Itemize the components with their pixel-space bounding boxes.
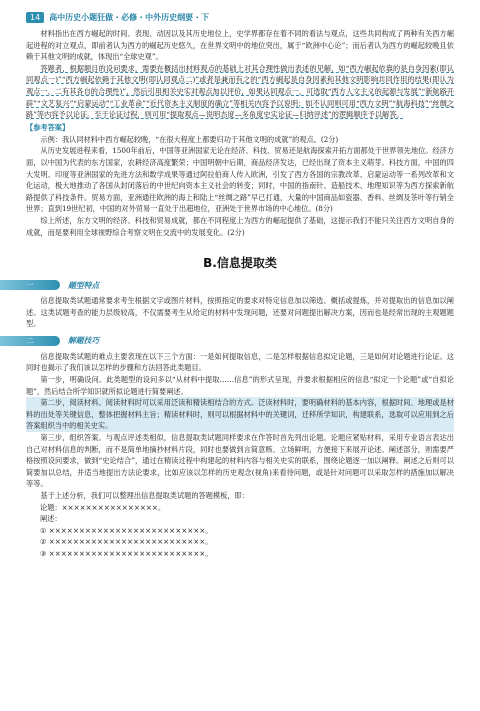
template-item: ① ××××××××××××××××××××××××××。: [40, 525, 213, 535]
template-elaboration-label: 阐述：: [40, 514, 62, 524]
tips-paragraph-1: 信息提取类试题的难点主要表现在以下三个方面：一是如何提取信息，二是怎样根据信息拟定论题，三是如何对论题进行论证。这同时也揭示了我们该以怎样的步骤和方法回答此类题目。: [26, 351, 454, 373]
answer-paragraph-3: 综上所述，东方文明的经济、科技和贸易成就，都在不同程度上为西方的崛起提供了基础，这提示我们不能只关注西方文明自身的成就，而是要利用全球视野综合考察文明在交流中的发展变化。(2分): [26, 215, 454, 237]
analysis-paragraph-2: 答题者，根据题目的设问要求，需要在概括出材料观点的基础上对其合理性做出表述的见解，如“西方崛起依靠的是自身因素(即认同观点一)”“西方崛起依赖于其他文明(即认同观点二)”或者是兼而有之的“西方崛起是自身因素和其他文明影响共同作用的结果(即认为观点一、二有其各自的合理性)”，然后引用相关史实对观点加以评价，如果认同观点一，可选取“西方人文主义的起源与发展”“新航路开辟”“文艺复兴”“启蒙运动”“工业革命”“近代资本主义制度的确立”等相关内容予以说明；如不认同则可用“西方文明”“航海科技”“丝绸之路”等内容予以论证。至于论证过程，则可用“提取观点—说明态度—多角度史实论证—归纳评述”的逻辑顺序予以解答。: [26, 63, 454, 120]
tips-paragraph-2: 第一步，明确设问。此类题型的设问多以“从材料中提取……信息”的形式呈现，并要求根据相应的信息“拟定一个论题”或“自拟论题”，然后结合所学知识就所拟论题进行简要阐述。: [26, 375, 454, 396]
page-number: 14: [26, 12, 44, 23]
banner-tips: [0, 335, 454, 347]
template-intro: 基于上述分析，我们可以整理出信息提取类试题的答题模板，即：: [40, 491, 249, 500]
banner-number: 二: [0, 336, 60, 346]
template-thesis: 论题：××××××××××××××××。: [40, 502, 166, 512]
answer-paragraph-1: 示例：我认同材料中西方崛起较晚，“在很大程度上都要归功于其他文明的成就”的观点。(2分): [40, 134, 339, 144]
features-paragraph: 信息提取类试题通常要求考生根据文字或图片材料，按照指定的要求对特定信息加以筛选、概括或提炼，并对提取出的信息加以阐述。这类试题考查的能力层级较高，不仅需要考生从给定的材料中发现问题，还要对问题提出解决方案，因而也是经常出现的主观题题型。: [26, 296, 454, 329]
tips-paragraph-3: 第二步，阅读材料。阅读材料时可以采用泛读和精读相结合的方式。泛读材料时，要明确材料的基本内容，根据时间、地理或是材料的出处等关键信息，整体把握材料主旨；精读材料时，则可以根据材料中的关键词，迁移所学知识，构建联系，选取可以应用到之后答案组织当中的相关史实。: [26, 398, 454, 431]
reference-answer-title: 【参考答案】: [26, 122, 70, 132]
page-header: [26, 10, 454, 24]
answer-paragraph-2: 从历史发展进程来看，1500年前后，中国等亚洲国家无论在经济、科技、贸易还是航海探索开拓方面都处于世界领先地位。经济方面，以中国为代表的东方国家，农耕经济高度繁荣；中国明朝中后期，商品经济发达，已经出现了资本主义萌芽。科技方面，中国的四大发明、印度等亚洲国家的先进方法和数学成果等通过阿拉伯商人传入欧洲，引发了西方各国的宗教改革、启蒙运动等一系列改革和文化运动，极大地推动了各国从封闭落后的中世纪向资本主义社会的转变；同时，中国的指南针、造船技术、地理知识等为西方探索新航路提供了科技条件。贸易方面，亚洲通往欧洲的海上和陆上“丝绸之路”早已打通，大量的中国商品如瓷器、香料、丝绸及茶叶等行销全世界；直到19世纪初，中国的对外贸易一直处于出超地位，亚洲处于世界市场的中心地位。(8分): [26, 146, 455, 214]
analysis-paragraph-1: 材料指出在西方崛起的时间、表现、动因以及其历史地位上，史学界都存在着不同的看法与观点，这些共同构成了两种有关西方崛起进程的对立观点，即前者认为西方的崛起历史悠久，在世界文明中的地位突出，属于“欧洲中心论”；而后者认为西方的崛起较晚且依赖于其他文明的成就，体现出“全球史观”。: [26, 29, 454, 62]
template-item: ③ ××××××××××××××××××××××××××。: [40, 548, 213, 558]
banner-features: [0, 279, 454, 291]
answer-template: [26, 502, 454, 560]
template-item: ② ××××××××××××××××××××××××××。: [40, 537, 213, 547]
banner-label: 解题技巧: [68, 336, 100, 346]
section-title: B.信息提取类: [203, 256, 277, 271]
book-title: 高中历史小题狂做・必修・中外历史纲要・下: [49, 12, 210, 22]
banner-label: 题型特点: [68, 280, 100, 290]
tips-paragraph-4: 第三步，组织答案。与观点评述类相似，信息提取类试题同样要求在作答时首先列出论题。论题应紧贴材料，采用专业语言表达出自己对材料信息的判断，而不是简单地摘抄材料片段，同时也要做到言简意赅、立场鲜明，方便接下来展开论述。阐述部分，则需要严格按照设问要求，做到“史论结合”，通过在精读过程中构建起的材料内容与相关史实的联系，围绕论题逐一加以阐释。阐述之后则可以简要加以总结，并适当地提出方法论要求，比如应该以怎样的历史观念(视角)来看待问题，或是针对问题可以采取怎样的措施加以解决等等。: [26, 433, 454, 489]
banner-number: 一: [0, 280, 60, 290]
